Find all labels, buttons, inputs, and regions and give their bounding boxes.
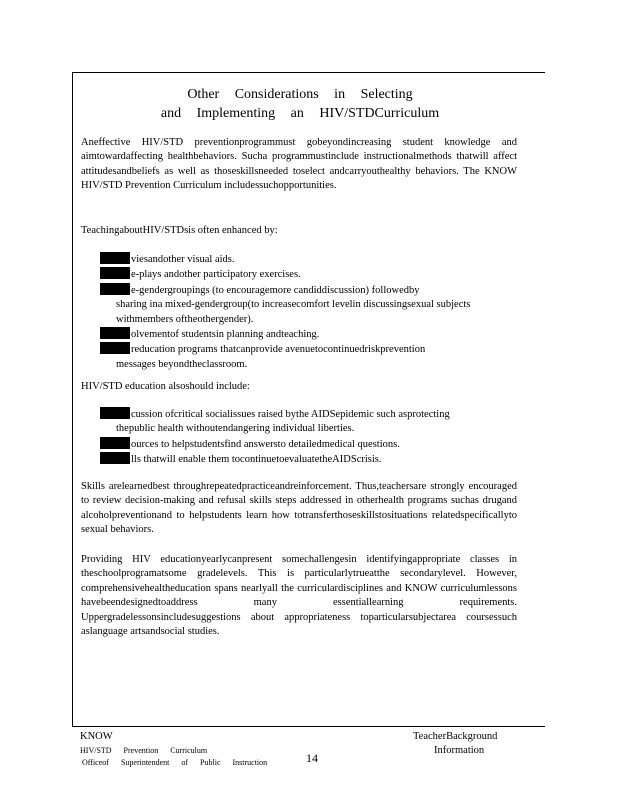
list-item-text: lls thatwill enable them tocontinuetoevaluatetheAIDScrisis.: [131, 454, 382, 466]
list-item-text: e-gendergroupings (to encouragemore candiddiscussion) followedby: [131, 284, 420, 296]
list-item-text: e-plays andother participatory exercises.: [131, 269, 301, 281]
footer-curriculum-name: HIV/STD Prevention Curriculum: [80, 746, 208, 755]
list-item-text: viesandother visual aids.: [131, 254, 235, 265]
enhancement-list: [100, 252, 510, 372]
list-item-text: cussion ofcritical socialissues raised bythe AIDSepidemic such asprotecting: [131, 409, 450, 420]
footer-section-title: TeacherBackground: [413, 731, 498, 742]
list-item-text: olvementof studentsin planning andteaching.: [131, 329, 320, 341]
list-item: [100, 407, 510, 437]
paragraph-providing: Providing HIV educationyearlycanpresent somechallengesin identifyingappropriate classes in theschoolprogramatsome gradelevels. This is particularlytrueatthe secondarylevel. However, comprehensivehealtheducation spans nearlyall the curriculardisciplines and KNOW curriculumlessons havebeendesignedtoaddress many essentiallearning requirements. Uppergradelessonsincludesuggestions about appropriateness toparticularsubjectarea coursessuch aslanguage artsandsocial studies.: [81, 554, 517, 638]
footer-section-subtitle: Information: [434, 745, 485, 756]
footer-divider-line: [72, 726, 545, 727]
paragraph-also-include: HIV/STD education alsoshould include:: [81, 381, 250, 392]
top-border-line: [72, 72, 545, 73]
paragraph-intro: Aneffective HIV/STD preventionprogrammust gobeyondincreasing student knowledge and aimtowardaffecting healthbehaviors. Sucha programmustinclude instructionalmethods thatwill affect attitudesandbeliefs as well as thoseskillsneeded toselect andcarryouthealthy behaviors. The KNOW HIV/STD Prevention Curriculum includessuchopportunities.: [81, 137, 517, 192]
list-item-text: ources to helpstudentsfind answersto detailedmedical questions.: [131, 438, 400, 450]
include-list: [100, 407, 510, 468]
list-item: [100, 327, 510, 342]
list-item: [100, 283, 510, 327]
footer-program-name: KNOW: [80, 731, 113, 742]
list-item: [100, 342, 510, 372]
page-number: 14: [306, 751, 318, 765]
page-title-line1: Other Considerations in Selecting: [187, 87, 413, 102]
page-title-line2: and Implementing an HIV/STDCurriculum: [160, 106, 440, 121]
list-item-continuation: thepublic health withoutendangering individual liberties.: [116, 423, 355, 435]
redaction-block: [100, 452, 130, 464]
list-item: [100, 267, 510, 282]
redaction-block: [100, 252, 130, 264]
redaction-block: [100, 327, 130, 339]
redaction-block: [100, 342, 130, 354]
redaction-block: [100, 283, 130, 295]
list-item: [100, 437, 510, 452]
redaction-block: [100, 437, 130, 449]
paragraph-skills: Skills arelearnedbest throughrepeatedpracticeandreinforcement. Thus,teachersare strongly encouraged to review decision-making and refusal skills steps addressed in otherhealth programs suchas drugand alcoholpreventionand to helpstudents learn how totransferthoseskillstosituations relatedspecificallyto sexual behaviors.: [81, 481, 517, 536]
list-item-text: reducation programs thatcanprovide avenuetocontinuedriskprevention: [131, 344, 426, 356]
redaction-block: [100, 267, 130, 279]
footer-office-name: Officeof Superintendent of Public Instruction: [82, 758, 268, 767]
redaction-block: [100, 407, 130, 419]
left-border-line: [72, 72, 73, 727]
list-item-continuation: messages beyondtheclassroom.: [116, 358, 248, 370]
list-item: [100, 452, 510, 467]
paragraph-teaching-enhanced: TeachingaboutHIV/STDsis often enhanced by:: [81, 225, 278, 236]
list-item-continuation: sharing ina mixed-gendergroup(to increasecomfort levelin discussingsexual subjects withmembers oftheothergender).: [116, 299, 471, 325]
list-item: [100, 252, 510, 267]
